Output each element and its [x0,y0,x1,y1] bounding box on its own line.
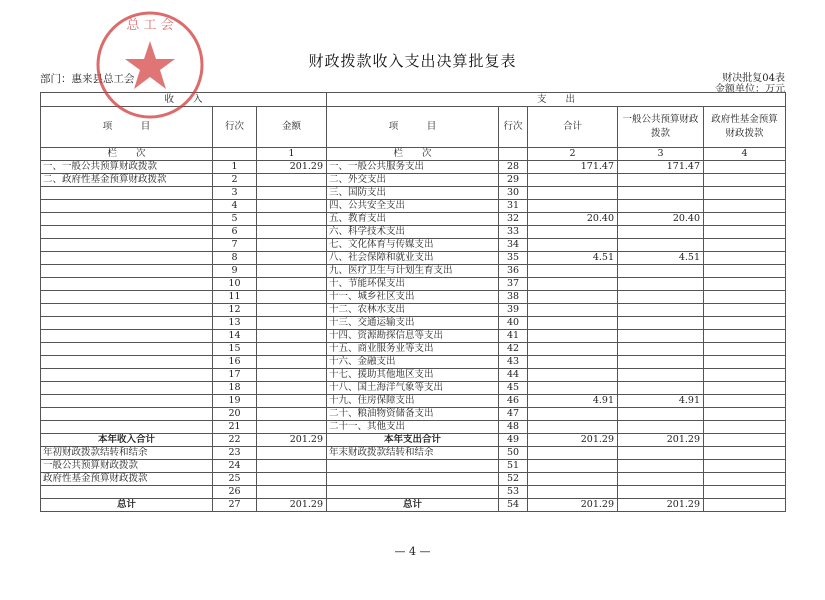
expense-row-no: 46 [499,395,528,408]
fund-budget-amount [704,395,786,408]
income-amount [257,317,327,330]
fund-budget-amount [704,343,786,356]
income-item [41,187,213,200]
table-row [41,278,786,291]
expense-item: 二、外交支出 [327,174,499,187]
general-budget-amount [618,200,704,213]
seal-text: 总 工 会 [126,18,174,33]
table-row [41,317,786,330]
income-item: 二、政府性基金预算财政拨款 [41,174,213,187]
general-budget-amount [618,408,704,421]
expense-total [528,486,618,499]
table-row [41,187,786,200]
income-amount: 201.29 [257,161,327,174]
income-amount [257,486,327,499]
income-row-no: 21 [213,421,257,434]
income-row-no: 8 [213,252,257,265]
table-row [41,447,786,460]
expense-item: 十六、金融支出 [327,356,499,369]
table-row [41,304,786,317]
column-index-cell [213,148,257,161]
income-amount [257,330,327,343]
income-amount [257,304,327,317]
income-row-no: 1 [213,161,257,174]
fund-budget-amount [704,460,786,473]
table-row [41,395,786,408]
expense-row-no: 30 [499,187,528,200]
column-index-label: 栏 次 [327,148,499,161]
expense-item: 十四、资源勘探信息等支出 [327,330,499,343]
expense-row-no: 39 [499,304,528,317]
income-item [41,356,213,369]
income-amount [257,343,327,356]
expense-row-no: 29 [499,174,528,187]
income-amount [257,395,327,408]
page-number: — 4 — [394,545,431,558]
table-row [41,486,786,499]
table-row [41,330,786,343]
expense-total [528,304,618,317]
table-row [41,473,786,486]
general-budget-amount [618,317,704,330]
expense-total: 20.40 [528,213,618,226]
income-amount [257,200,327,213]
fund-budget-amount [704,499,786,512]
expense-item: 四、公共安全支出 [327,200,499,213]
fund-budget-amount [704,356,786,369]
income-item: 一、一般公共预算财政拨款 [41,161,213,174]
income-item [41,395,213,408]
general-budget-amount [618,382,704,395]
income-amount-header: 金额 [257,107,327,148]
expense-row-no: 49 [499,434,528,447]
expense-total [528,473,618,486]
column-index-1: 1 [257,148,327,161]
income-row-no: 25 [213,473,257,486]
expense-total: 201.29 [528,434,618,447]
general-budget-amount [618,447,704,460]
expense-item: 十二、农林水支出 [327,304,499,317]
expense-row-no: 35 [499,252,528,265]
expense-row-no: 47 [499,408,528,421]
income-item: 政府性基金预算财政拨款 [41,473,213,486]
income-row-no: 19 [213,395,257,408]
income-item [41,304,213,317]
income-row-no: 6 [213,226,257,239]
general-budget-amount [618,356,704,369]
income-amount [257,239,327,252]
income-amount [257,252,327,265]
expense-row-no: 33 [499,226,528,239]
expense-item: 二十、粮油物资储备支出 [327,408,499,421]
page-title: 财政拨款收入支出决算批复表 [308,52,517,70]
expense-row-no: 41 [499,330,528,343]
expense-item: 十九、住房保障支出 [327,395,499,408]
expense-total [528,460,618,473]
fund-budget-amount [704,265,786,278]
fund-budget-amount [704,304,786,317]
income-item: 总计 [41,499,213,512]
expense-total [528,226,618,239]
income-item [41,265,213,278]
expense-row-no: 37 [499,278,528,291]
expense-total: 171.47 [528,161,618,174]
expense-total [528,382,618,395]
general-budget-header: 一般公共预算财政拨款 [618,107,704,148]
expense-total [528,356,618,369]
income-row-no: 17 [213,369,257,382]
expense-total [528,447,618,460]
fund-budget-header: 政府性基金预算财政拨款 [704,107,786,148]
general-budget-amount [618,239,704,252]
income-amount [257,174,327,187]
expense-item: 五、教育支出 [327,213,499,226]
expense-item: 十八、国土海洋气象等支出 [327,382,499,395]
general-budget-amount [618,304,704,317]
expense-row-no: 31 [499,200,528,213]
expense-item-header: 项 目 [327,107,499,148]
expense-row-no: 44 [499,369,528,382]
expense-item: 十三、交通运输支出 [327,317,499,330]
expense-item: 年末财政拨款结转和结余 [327,447,499,460]
income-item [41,252,213,265]
expense-total [528,239,618,252]
table-row [41,356,786,369]
income-row-no: 23 [213,447,257,460]
budget-table [40,92,786,512]
expense-item: 九、医疗卫生与计划生育支出 [327,265,499,278]
table-row [41,265,786,278]
expense-total [528,421,618,434]
amount-unit: 金额单位：万元 [715,84,785,95]
income-section-header: 收 入 [41,93,327,107]
fund-budget-amount [704,330,786,343]
expense-total: 4.91 [528,395,618,408]
expense-item: 十、节能环保支出 [327,278,499,291]
fund-budget-amount [704,486,786,499]
income-row-no: 26 [213,486,257,499]
general-budget-amount [618,460,704,473]
fund-budget-amount [704,382,786,395]
income-row-no: 16 [213,356,257,369]
fund-budget-amount [704,252,786,265]
income-amount [257,187,327,200]
fund-budget-amount [704,369,786,382]
income-row-no: 13 [213,317,257,330]
table-row [41,226,786,239]
general-budget-amount [618,291,704,304]
expense-row-no: 50 [499,447,528,460]
table-row [41,239,786,252]
expense-row-no: 42 [499,343,528,356]
income-amount [257,265,327,278]
expense-item: 三、国防支出 [327,187,499,200]
expense-row-no: 38 [499,291,528,304]
expense-total [528,343,618,356]
expense-item [327,473,499,486]
income-row-no: 27 [213,499,257,512]
general-budget-amount [618,278,704,291]
general-budget-amount: 171.47 [618,161,704,174]
income-row-no: 11 [213,291,257,304]
column-index-cell [499,148,528,161]
fund-budget-amount [704,161,786,174]
general-budget-amount [618,421,704,434]
income-amount: 201.29 [257,434,327,447]
table-row [41,460,786,473]
fund-budget-amount [704,239,786,252]
income-row-no-header: 行次 [213,107,257,148]
general-budget-amount [618,226,704,239]
income-item [41,317,213,330]
expense-row-no: 34 [499,239,528,252]
expense-item: 十一、城乡社区支出 [327,291,499,304]
column-index-4: 4 [704,148,786,161]
income-amount [257,447,327,460]
expense-item: 二十一、其他支出 [327,421,499,434]
income-item [41,239,213,252]
income-item [41,408,213,421]
table-row [41,213,786,226]
general-budget-amount [618,343,704,356]
column-index-2: 2 [528,148,618,161]
expense-total: 201.29 [528,499,618,512]
general-budget-amount: 20.40 [618,213,704,226]
expense-total [528,265,618,278]
fund-budget-amount [704,317,786,330]
total-header: 合计 [528,107,618,148]
fund-budget-amount [704,421,786,434]
income-row-no: 7 [213,239,257,252]
table-row [41,434,786,447]
table-row [41,408,786,421]
table-row [41,499,786,512]
table-row [41,174,786,187]
column-index-3: 3 [618,148,704,161]
income-row-no: 5 [213,213,257,226]
expense-total [528,200,618,213]
expense-total [528,408,618,421]
fund-budget-amount [704,200,786,213]
income-amount [257,291,327,304]
income-item: 本年收入合计 [41,434,213,447]
table-row [41,161,786,174]
expense-total [528,187,618,200]
general-budget-amount: 4.91 [618,395,704,408]
table-row [41,252,786,265]
income-amount [257,226,327,239]
income-item [41,421,213,434]
expense-total [528,317,618,330]
income-row-no: 4 [213,200,257,213]
expense-total [528,174,618,187]
income-item [41,369,213,382]
income-row-no: 22 [213,434,257,447]
income-amount [257,382,327,395]
income-item [41,291,213,304]
table-row [41,369,786,382]
income-amount [257,421,327,434]
fund-budget-amount [704,226,786,239]
expense-row-no-header: 行次 [499,107,528,148]
fund-budget-amount [704,408,786,421]
fund-budget-amount [704,291,786,304]
income-item: 年初财政拨款结转和结余 [41,447,213,460]
expense-row-no: 52 [499,473,528,486]
expense-row-no: 28 [499,161,528,174]
fund-budget-amount [704,278,786,291]
general-budget-amount [618,486,704,499]
expense-row-no: 32 [499,213,528,226]
expense-item: 总计 [327,499,499,512]
income-row-no: 10 [213,278,257,291]
expense-total [528,291,618,304]
expense-item: 十七、援助其他地区支出 [327,369,499,382]
expense-item: 十五、商业服务业等支出 [327,343,499,356]
income-amount [257,460,327,473]
income-row-no: 20 [213,408,257,421]
income-row-no: 18 [213,382,257,395]
expense-total [528,278,618,291]
general-budget-amount [618,187,704,200]
income-item-header: 项 目 [41,107,213,148]
expense-item [327,460,499,473]
expense-row-no: 40 [499,317,528,330]
form-code: 财决批复04表 [722,73,785,84]
income-row-no: 2 [213,174,257,187]
table-row [41,291,786,304]
expense-section-header: 支 出 [327,93,786,107]
expense-item: 七、文化体育与传媒支出 [327,239,499,252]
official-seal [90,5,210,125]
fund-budget-amount [704,473,786,486]
general-budget-amount [618,265,704,278]
income-item [41,343,213,356]
income-row-no: 9 [213,265,257,278]
expense-row-no: 53 [499,486,528,499]
table-row [41,382,786,395]
income-amount: 201.29 [257,499,327,512]
income-item: 一般公共预算财政拨款 [41,460,213,473]
general-budget-amount [618,174,704,187]
expense-item [327,486,499,499]
income-amount [257,473,327,486]
fund-budget-amount [704,447,786,460]
general-budget-amount: 4.51 [618,252,704,265]
expense-row-no: 48 [499,421,528,434]
income-amount [257,408,327,421]
income-row-no: 24 [213,460,257,473]
general-budget-amount: 201.29 [618,434,704,447]
column-index-label: 栏 次 [41,148,213,161]
income-row-no: 15 [213,343,257,356]
expense-item: 六、科学技术支出 [327,226,499,239]
fund-budget-amount [704,434,786,447]
expense-total: 4.51 [528,252,618,265]
income-row-no: 3 [213,187,257,200]
department-label: 部门：惠来县总工会 [40,73,135,85]
table-row [41,421,786,434]
income-item [41,226,213,239]
income-item [41,486,213,499]
income-amount [257,213,327,226]
general-budget-amount [618,473,704,486]
fund-budget-amount [704,187,786,200]
income-item [41,278,213,291]
income-item [41,382,213,395]
seal-star-icon [125,41,175,89]
expense-row-no: 54 [499,499,528,512]
general-budget-amount [618,369,704,382]
expense-item: 本年支出合计 [327,434,499,447]
expense-row-no: 51 [499,460,528,473]
expense-item: 一、一般公共服务支出 [327,161,499,174]
income-item [41,213,213,226]
income-amount [257,369,327,382]
expense-row-no: 45 [499,382,528,395]
general-budget-amount [618,330,704,343]
general-budget-amount: 201.29 [618,499,704,512]
table-row [41,200,786,213]
income-row-no: 14 [213,330,257,343]
expense-item: 八、社会保障和就业支出 [327,252,499,265]
income-item [41,200,213,213]
expense-total [528,330,618,343]
income-amount [257,278,327,291]
income-row-no: 12 [213,304,257,317]
expense-row-no: 36 [499,265,528,278]
expense-row-no: 43 [499,356,528,369]
table-row [41,343,786,356]
fund-budget-amount [704,213,786,226]
expense-total [528,369,618,382]
income-item [41,330,213,343]
fund-budget-amount [704,174,786,187]
income-amount [257,356,327,369]
